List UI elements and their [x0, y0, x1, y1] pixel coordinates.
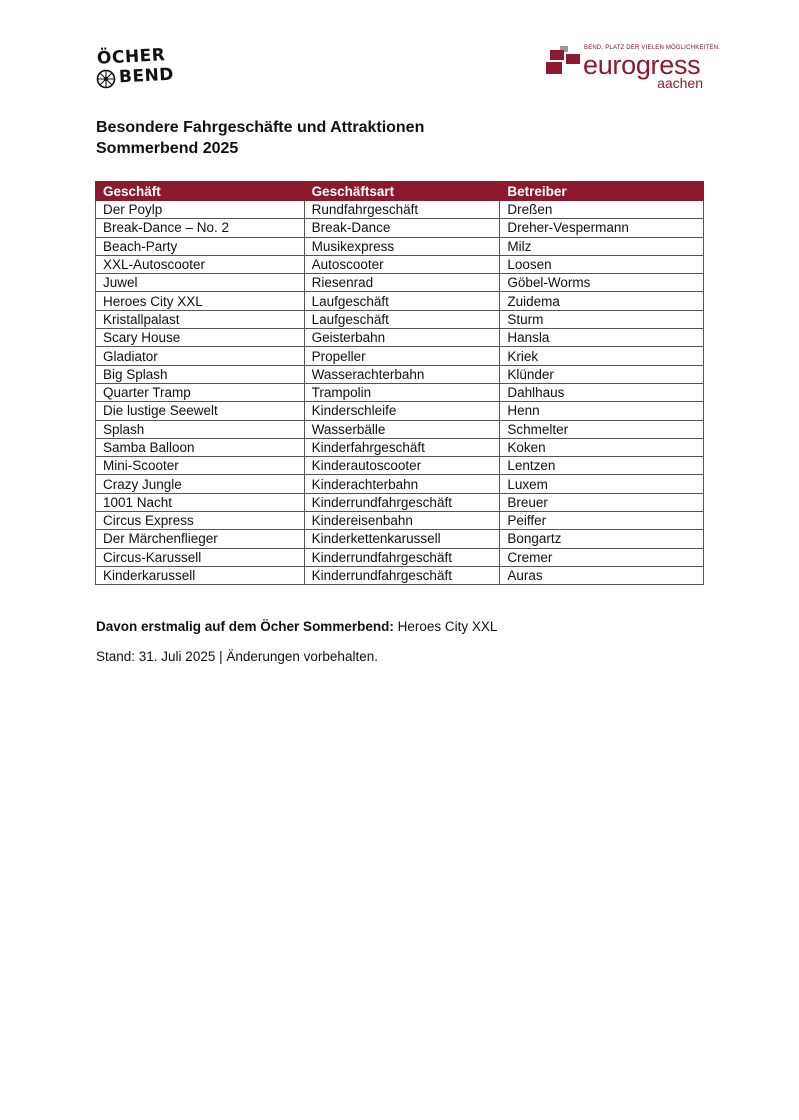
- cell-betreiber: Hansla: [500, 329, 704, 347]
- cell-geschaeftsart: Wasserachterbahn: [304, 365, 500, 383]
- table-row: [96, 420, 704, 438]
- table-header-row: [96, 182, 704, 201]
- cell-betreiber: Henn: [500, 402, 704, 420]
- cell-geschaeft: Circus-Karussell: [96, 548, 305, 566]
- oecher-bend-logo: [95, 47, 185, 95]
- table-row: [96, 493, 704, 511]
- table-row: [96, 329, 704, 347]
- cell-geschaeft: Samba Balloon: [96, 438, 305, 456]
- logo-left-line1: ÖCHER: [96, 45, 166, 69]
- cell-betreiber: Auras: [500, 566, 704, 584]
- eurogress-logo: [544, 42, 720, 94]
- first-time-value: Heroes City XXL: [397, 619, 498, 634]
- first-time-label: Davon erstmalig auf dem Öcher Sommerbend:: [96, 619, 394, 634]
- table-row: [96, 274, 704, 292]
- table-row: [96, 402, 704, 420]
- table-row: [96, 566, 704, 584]
- cell-betreiber: Dreßen: [500, 201, 704, 219]
- cell-geschaeftsart: Kinderfahrgeschäft: [304, 438, 500, 456]
- cell-geschaeft: Heroes City XXL: [96, 292, 305, 310]
- cell-betreiber: Milz: [500, 237, 704, 255]
- table-row: [96, 512, 704, 530]
- title-line-1: Besondere Fahrgeschäfte und Attraktionen: [96, 119, 425, 136]
- cell-geschaeftsart: Laufgeschäft: [304, 292, 500, 310]
- cell-geschaeftsart: Riesenrad: [304, 274, 500, 292]
- cell-geschaeft: Der Märchenflieger: [96, 530, 305, 548]
- cell-geschaeft: Mini-Scooter: [96, 457, 305, 475]
- cell-geschaeftsart: Geisterbahn: [304, 329, 500, 347]
- table-row: [96, 530, 704, 548]
- cell-betreiber: Koken: [500, 438, 704, 456]
- cell-geschaeftsart: Kinderrundfahrgeschäft: [304, 548, 500, 566]
- table-row: [96, 310, 704, 328]
- cell-geschaeft: 1001 Nacht: [96, 493, 305, 511]
- cell-betreiber: Göbel-Worms: [500, 274, 704, 292]
- table-row: [96, 219, 704, 237]
- cell-geschaeft: Kristallpalast: [96, 310, 305, 328]
- table-row: [96, 365, 704, 383]
- cell-geschaeftsart: Trampolin: [304, 383, 500, 401]
- cell-geschaeftsart: Musikexpress: [304, 237, 500, 255]
- table-row: [96, 438, 704, 456]
- cell-geschaeftsart: Kinderschleife: [304, 402, 500, 420]
- cell-geschaeftsart: Kinderachterbahn: [304, 475, 500, 493]
- cell-geschaeft: Juwel: [96, 274, 305, 292]
- cell-geschaeft: Quarter Tramp: [96, 383, 305, 401]
- cell-betreiber: Kriek: [500, 347, 704, 365]
- cell-betreiber: Schmelter: [500, 420, 704, 438]
- cell-geschaeft: XXL-Autoscooter: [96, 255, 305, 273]
- eurogress-city: aachen: [657, 75, 703, 91]
- cell-betreiber: Klünder: [500, 365, 704, 383]
- header-geschaeft: Geschäft: [96, 182, 305, 201]
- table-row: [96, 237, 704, 255]
- cell-geschaeft: Circus Express: [96, 512, 305, 530]
- stand-note: Stand: 31. Juli 2025 | Änderungen vorbehalten.: [96, 649, 378, 664]
- cell-geschaeft: Break-Dance – No. 2: [96, 219, 305, 237]
- cell-betreiber: Bongartz: [500, 530, 704, 548]
- cell-geschaeftsart: Kinderrundfahrgeschäft: [304, 493, 500, 511]
- cell-geschaeftsart: Kindereisenbahn: [304, 512, 500, 530]
- first-time-note: [96, 619, 497, 634]
- eurogress-wordmark: eurogress: [583, 50, 701, 80]
- eurogress-mark-icon: [544, 44, 584, 76]
- rides-table: [95, 181, 704, 585]
- cell-geschaeftsart: Rundfahrgeschäft: [304, 201, 500, 219]
- cell-betreiber: Lentzen: [500, 457, 704, 475]
- table-row: [96, 292, 704, 310]
- title-line-2: Sommerbend 2025: [96, 140, 239, 157]
- cell-geschaeft: Der Poylp: [96, 201, 305, 219]
- cell-betreiber: Dahlhaus: [500, 383, 704, 401]
- cell-geschaeftsart: Kinderrundfahrgeschäft: [304, 566, 500, 584]
- cell-geschaeftsart: Laufgeschäft: [304, 310, 500, 328]
- cell-geschaeftsart: Autoscooter: [304, 255, 500, 273]
- table-row: [96, 457, 704, 475]
- table-row: [96, 201, 704, 219]
- cell-geschaeft: Splash: [96, 420, 305, 438]
- cell-betreiber: Peiffer: [500, 512, 704, 530]
- cell-betreiber: Breuer: [500, 493, 704, 511]
- eurogress-tagline: BEND. PLATZ DER VIELEN MÖGLICHKEITEN.: [584, 45, 720, 51]
- logo-left-line2: BEND: [118, 64, 175, 88]
- table-row: [96, 255, 704, 273]
- table-row: [96, 548, 704, 566]
- cell-betreiber: Cremer: [500, 548, 704, 566]
- cell-betreiber: Loosen: [500, 255, 704, 273]
- header-betreiber: Betreiber: [500, 182, 704, 201]
- page-title: [96, 117, 424, 159]
- cell-geschaeft: Die lustige Seewelt: [96, 402, 305, 420]
- header-geschaeftsart: Geschäftsart: [304, 182, 500, 201]
- cell-geschaeft: Gladiator: [96, 347, 305, 365]
- cell-geschaeft: Scary House: [96, 329, 305, 347]
- ferris-wheel-icon: [96, 69, 116, 89]
- table-row: [96, 383, 704, 401]
- cell-geschaeft: Beach-Party: [96, 237, 305, 255]
- cell-geschaeft: Big Splash: [96, 365, 305, 383]
- cell-geschaeft: Crazy Jungle: [96, 475, 305, 493]
- cell-betreiber: Luxem: [500, 475, 704, 493]
- cell-betreiber: Zuidema: [500, 292, 704, 310]
- cell-geschaeftsart: Wasserbälle: [304, 420, 500, 438]
- table-row: [96, 475, 704, 493]
- table-row: [96, 347, 704, 365]
- cell-geschaeftsart: Propeller: [304, 347, 500, 365]
- cell-geschaeftsart: Kinderautoscooter: [304, 457, 500, 475]
- cell-geschaeftsart: Break-Dance: [304, 219, 500, 237]
- cell-betreiber: Sturm: [500, 310, 704, 328]
- cell-geschaeft: Kinderkarussell: [96, 566, 305, 584]
- cell-geschaeftsart: Kinderkettenkarussell: [304, 530, 500, 548]
- cell-betreiber: Dreher-Vespermann: [500, 219, 704, 237]
